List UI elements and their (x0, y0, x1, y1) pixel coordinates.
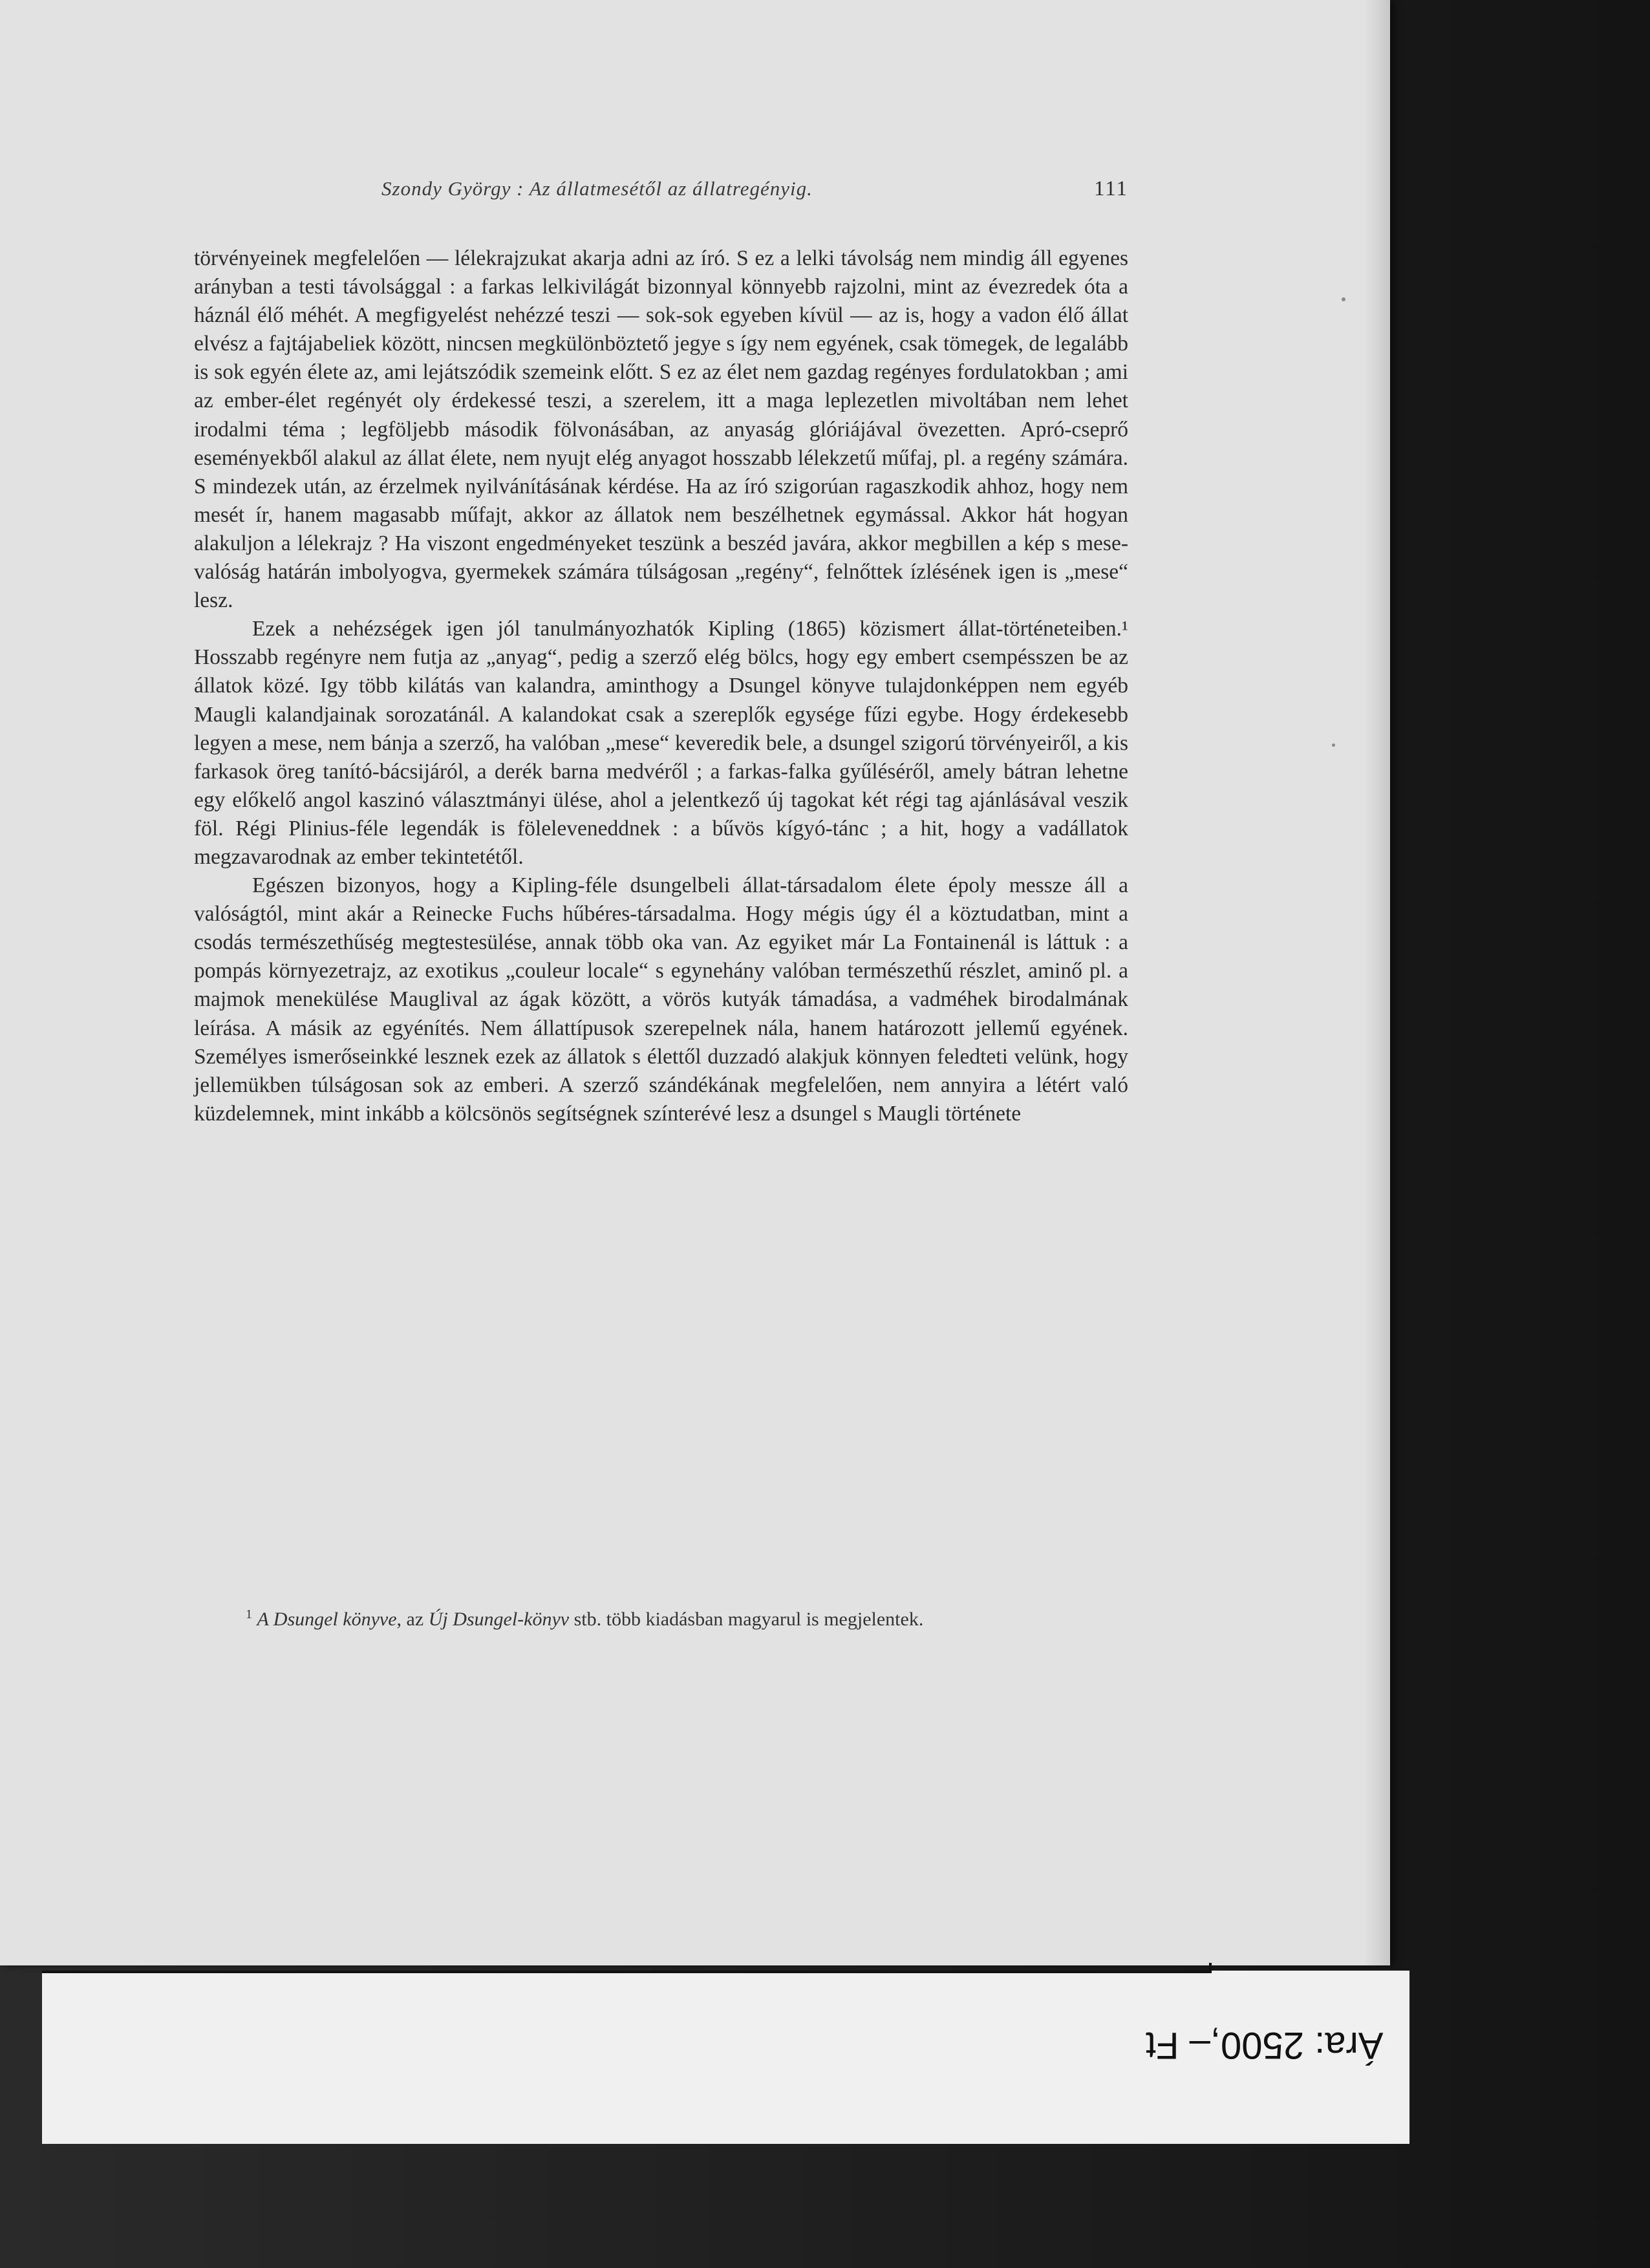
page-header (194, 172, 1128, 211)
strip-rule (42, 1971, 1209, 1973)
footnote-mark: 1 (246, 1607, 252, 1621)
price-strip (42, 1971, 1409, 2144)
body-text (194, 244, 1128, 1128)
footnote (194, 1602, 1128, 1632)
page-number: 111 (1093, 177, 1128, 200)
page-edge-shadow (1364, 0, 1390, 1965)
footnote-separator: , az (396, 1609, 429, 1630)
paragraph-3: Egészen bizonyos, hogy a Kipling-féle dsungelbeli állat-társadalom élete époly messze áll a valóságtól, mint akár a Reinecke Fuchs hűbéres-társadalma. Hogy mégis úgy él a köztudatban, mint a csodás természethűség megtestesülése, annak több oka van. Az egyiket már La Fontainenál is láttuk : a pompás környezetrajz, az exotikus „couleur locale“ s egynehány valóban természethű részlet, aminő pl. a majmok menekülése Mauglival az ágak között, a vörös kutyák támadása, a vadméhek birodalmának leírása. A másik az egyénítés. Nem állattípusok szerepelnek nála, hanem határozott jellemű egyének. Személyes ismerőseinkké lesznek ezek az állatok s élettől duzzadó alakjuk könnyen feledteti velünk, hogy jellemükben túlságosan sok az emberi. A szerző szándékának megfelelően, nem annyira a létért való küzdelemnek, mint inkább a kölcsönös segítségnek színterévé lesz a dsungel s Maugli története (194, 873, 1128, 1126)
strip-rule-corner (1209, 1963, 1212, 1973)
scan-speck (1332, 744, 1335, 747)
paragraph-1: törvényeinek megfelelően — lélekrajzukat akarja adni az író. S ez a lelki távolság nem mindig áll egyenes arányban a testi távolsággal : a farkas lelkivilágát bizonnyal könnyebb rajzolni, mint az évezredek óta a háznál élő méhét. A megfigyelést nehézzé teszi — sok-sok egyeben kívül — az is, hogy a vadon élő állat elvész a fajtájabeliek között, nincsen megkülönböztető jegye s így nem egyének, csak tömegek, de legalább is sok egyén élete az, ami lejátszódik szemeink előtt. S ez az élet nem gazdag regényes fordulatokban ; ami az ember-élet regényét oly érdekessé teszi, a szerelem, itt a maga leplezetlen mivoltában nem lehet irodalmi téma ; legföljebb második fölvonásában, az anyaság glóriájával övezetten. Apró-cseprő eseményekből alakul az állat élete, nem nyujt elég anyagot hosszabb lélekzetű műfaj, pl. a regény számára. S mindezek után, az érzelmek nyilvánításának kérdése. Ha az író szigorúan ragaszkodik ahhoz, hogy nem mesét ír, hanem magasabb műfajt, akkor az állatok nem beszélhetnek egymással. Akkor hát hogyan alakuljon a lélekrajz ? Ha viszont engedményeket teszünk a beszéd javára, akkor megbillen a kép s mese-valóság határán imbolyogva, gyermekek számára túlságosan „regény“, felnőttek ízlésének igen is „mese“ lesz. (194, 246, 1128, 613)
scan-speck (1342, 297, 1345, 301)
paragraph-2: Ezek a nehézségek igen jól tanulmányozhatók Kipling (1865) közismert állat-történeteiben.¹ Hosszabb regényre nem futja az „anyag“, pedig a szerző elég bölcs, hogy egy embert csempésszen be az állatok közé. Igy több kilátás van kalandra, aminthogy a Dsungel könyve tulajdonképpen nem egyéb Maugli kalandjainak sorozatánál. A kalandokat csak a szereplők egysége fűzi egybe. Hogy érdekesebb legyen a mese, nem bánja a szerző, ha valóban „mese“ keveredik bele, a dsungel szigorú törvényeiről, a kis farkasok öreg tanító-bácsijáról, a derék barna medvéről ; a farkas-falka gyűléséről, amely bátran lehetne egy előkelő angol kaszinó választmányi ülése, ahol a jelentkező új tagokat két régi tag ajánlásával veszik föl. Régi Plinius-féle legendák is föleleveneddnek : a bűvös kígyó-tánc ; a hit, hogy a vadállatok megzavarodnak az ember tekintetétől. (194, 617, 1128, 869)
footnote-title-2: Új Dsungel-könyv (428, 1609, 570, 1630)
footnote-title-1: A Dsungel könyve (257, 1609, 397, 1630)
price-tag: Ára: 2500,– Ft (1146, 2024, 1384, 2066)
running-head: Szondy György : Az állatmesétől az állatregényig. (381, 177, 813, 200)
footnote-rest: stb. több kiadásban magyarul is megjelentek. (569, 1609, 924, 1630)
